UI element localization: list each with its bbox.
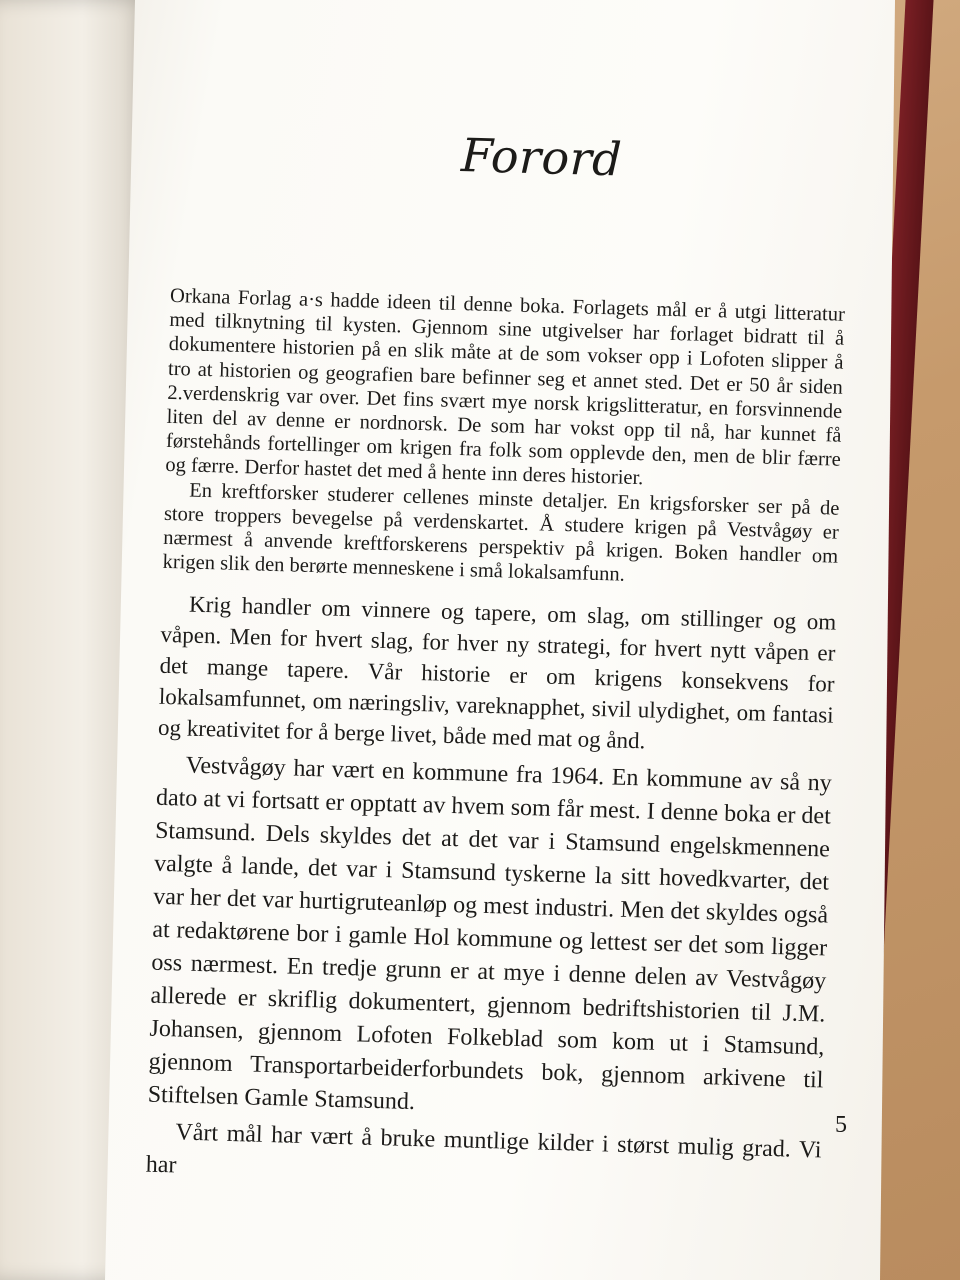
paragraph-3: Krig handler om vinnere og tapere, om slag, om stillinger og om våpen. Men for hvert slag, for hver ny strategi, for hvert nytt våpen er det mange tapere. Vår historie er om krigens konsekvens for lokalsamfunnet, om næringsliv, vareknapphet, sivil ulydighet, om fantasi og kreativitet for å berge livet, både med mat og ånd. xyxy=(157,592,837,754)
paragraph-2: En kreftforsker studerer cellenes minste detaljer. En krigsforsker ser på de store troppers bevegelse på verdenskartet. Å studere krigen på Vestvågøy er nærmest å anvende kreftforskerens perspektiv på krigen. Boken handler om krigen slik den berørte menneskene i små lokalsamfunn. xyxy=(162,479,840,586)
paragraph-1: Orkana Forlag a·s hadde ideen til denne boka. Forlagets mål er å utgi litteratur med tilknytning til kysten. Gjennom sine utgivelser har forlaget bidratt til å dokumentere historien på en slik måte at de som vokser opp i Lofoten slipper å tro at historien og geografien bare befinner seg et annet sted. Det er 50 år siden 2.verdenskrig var over. Det fins svært mye norsk krigslitteratur, en forsvinnende liten del av denne er nordnorsk. De som har vokst opp til nå, har kunnet få førstehånds fortellinger om krigen fra folk som opplevde den, men de blir færre og færre. Derfor hastet det med å hente inn deres historier. xyxy=(165,284,846,490)
paragraph-5: Vårt mål har vært å bruke muntlige kilder i størst mulig grad. Vi har xyxy=(145,1119,822,1179)
page-title: Forord xyxy=(460,128,623,187)
page-number: 5 xyxy=(835,1112,847,1138)
paragraph-4: Vestvågøy har vært en kommune fra 1964. En kommune av så ny dato at vi fortsatt er opptatt av hvem som får mest. I denne boka er det Stamsund. Dels skyldes det at det var i Stamsund engelskmennene valgte å lande, det var i Stamsund tyskerne la sitt hovedkvarter, det var her det var hurtigruteanløp og mest industri. Men det skyldes også at redaktørene bor i gamle Hol kommune og lettest ser det som ligger oss nærmest. En tredje grunn er at mye i denne delen av Vestvågøy allerede er skriflig dokumentert, gjennom bedriftshistorien til J.M. Johansen, gjennom Lofoten Folkeblad som kom ut i Stamsund, gjennom Transportarbeiderforbundets bok, gjennom arkivene til Stiftelsen Gamle Stamsund. xyxy=(147,752,833,1116)
page-content xyxy=(145,120,849,1201)
